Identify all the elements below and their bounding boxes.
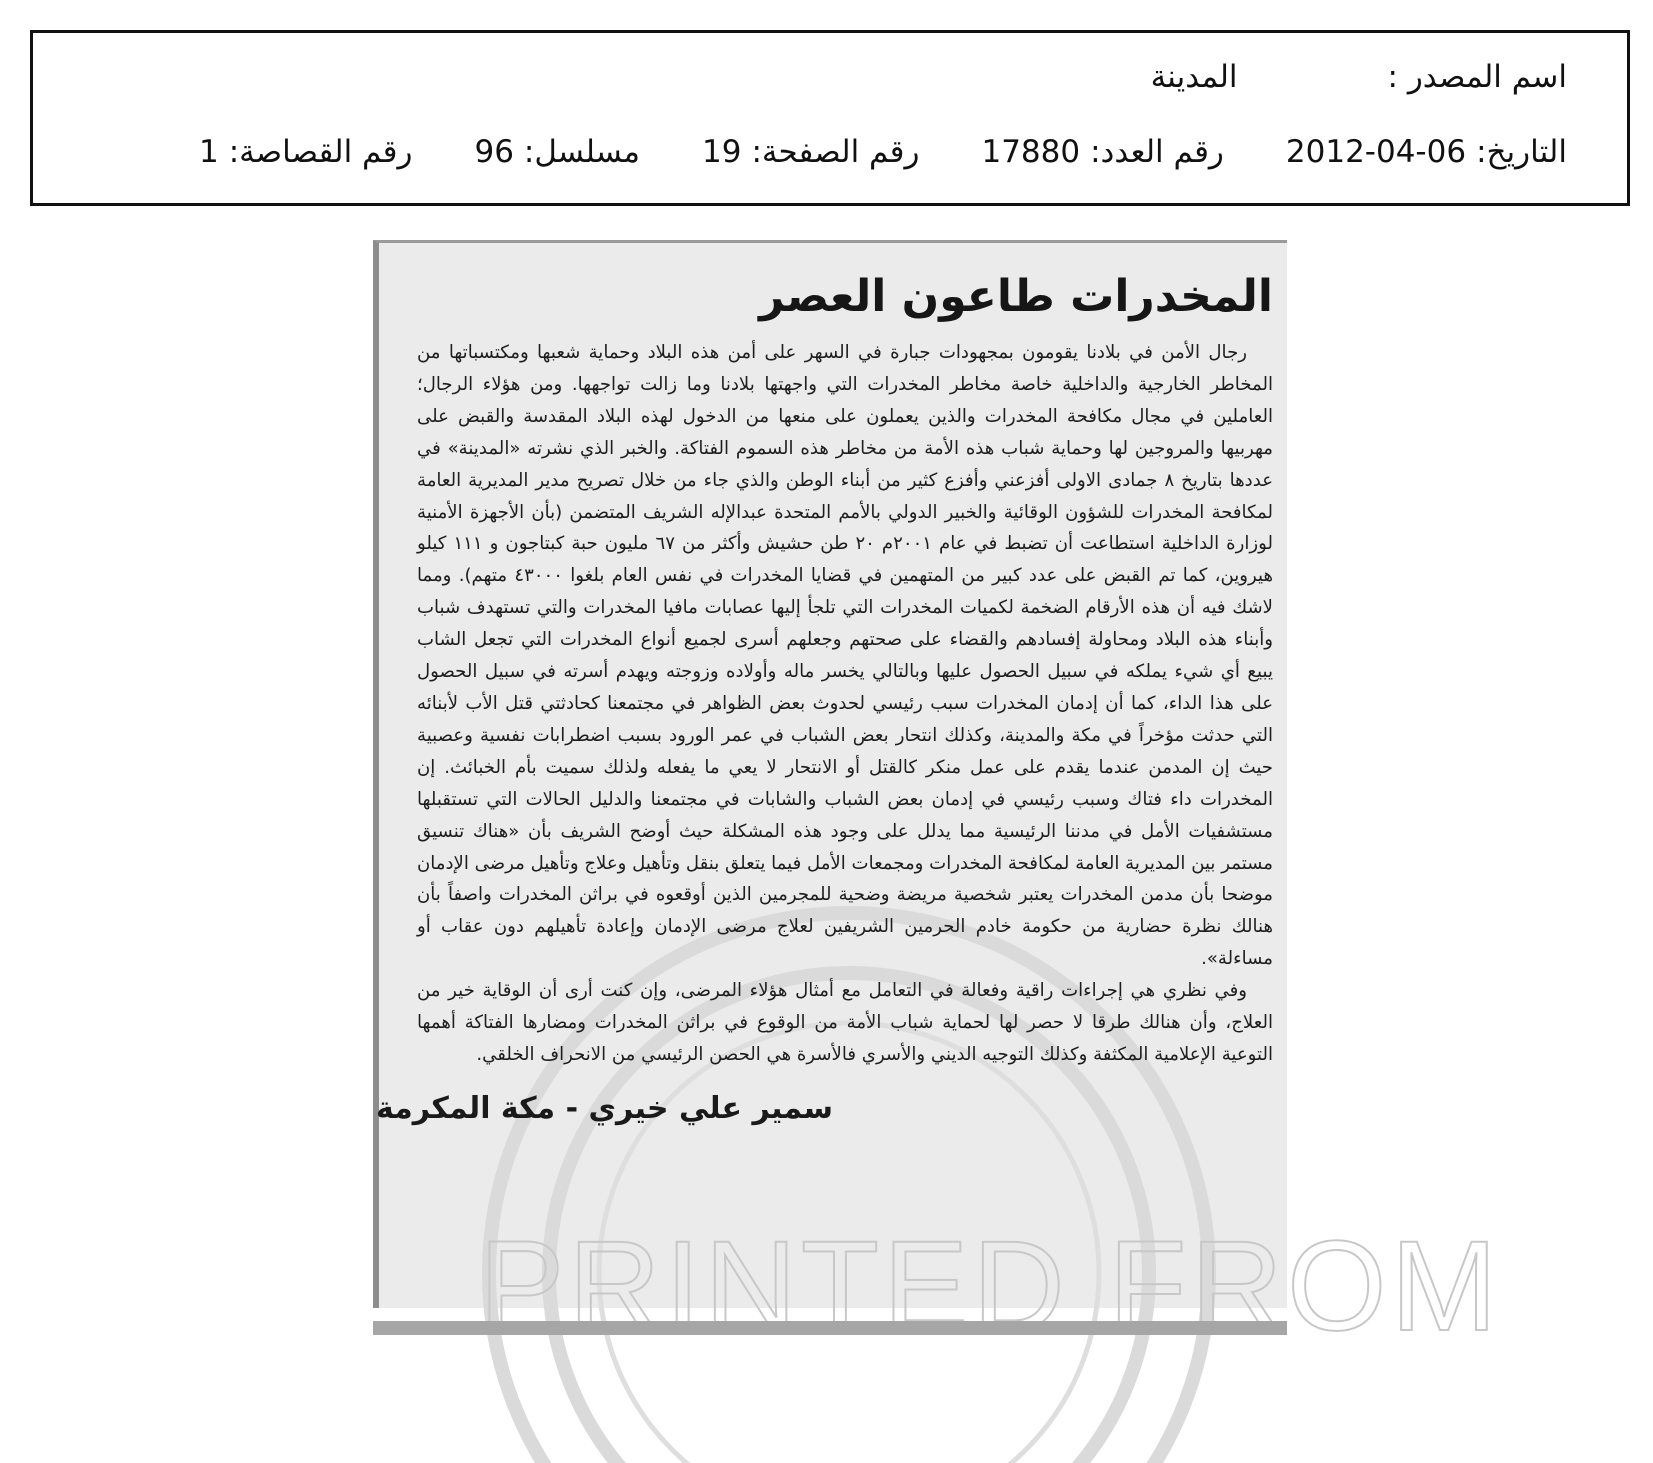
- issue-number-field: [981, 134, 1223, 170]
- source-row: [93, 55, 1567, 99]
- source-name-field: [1388, 59, 1567, 95]
- clipping-metadata-box: [30, 30, 1630, 206]
- source-value: المدينة: [1150, 59, 1238, 95]
- article: [375, 243, 1273, 1129]
- date-label: التاريخ:: [1476, 134, 1567, 170]
- page-number-value: 19: [702, 134, 742, 170]
- source-label: اسم المصدر :: [1387, 59, 1567, 95]
- newspaper-clipping: [373, 240, 1502, 1358]
- serial-label: مسلسل:: [523, 134, 641, 170]
- printed-from-watermark: PRINTED FROM: [479, 1215, 1502, 1358]
- issue-number-label: رقم العدد:: [1090, 134, 1224, 170]
- clip-number-field: [199, 134, 412, 170]
- details-row: [93, 130, 1567, 174]
- page-number-field: [702, 134, 919, 170]
- date-field: [1286, 134, 1567, 170]
- date-value: 2012-04-06: [1285, 134, 1467, 170]
- article-byline: سمير علي خيري - مكة المكرمة: [375, 1090, 833, 1126]
- article-body: [417, 337, 1273, 1071]
- article-paragraph-1: رجال الأمن في بلادنا يقومون بمجهودات جبارة في السهر على أمن هذه البلاد وحماية شعبها ومكتسباتها من المخاطر الخارجية والداخلية خاصة مخاطر المخدرات التي واجهتها بلادنا وما زالت تواجهها. ومن هؤلاء الرجال؛ العاملين في مجال مكافحة المخدرات والذين يعملون على منعها من الدخول لهذه البلاد المقدسة والقبض على مهربيها والمروجين لها وحماية شباب هذه الأمة من مخاطر هذه السموم الفتاكة. والخبر الذي نشرته «المدينة» في عددها بتاريخ ٨ جمادى الاولى أفزعني وأفزع كثير من أبناء الوطن والذي جاء من خلال تصريح مدير المديرية العامة لمكافحة المخدرات للشؤون الوقائية والخبير الدولي بالأمم المتحدة عبدالإله الشريف المتضمن (بأن الأجهزة الأمنية لوزارة الداخلية استطاعت أن تضبط في عام ٢٠٠١م ٢٠ طن حشيش وأكثر من ٦٧ مليون حبة كبتاجون و ١١١ كيلو هيروين، كما تم القبض على عدد كبير من المتهمين في قضايا المخدرات في نفس العام بلغوا ٤٣٠٠٠ متهم). ومما لاشك فيه أن هذه الأرقام الضخمة لكميات المخدرات التي تلجأ إليها عصابات مافيا المخدرات والتي تستهدف شباب وأبناء هذه البلاد ومحاولة إفسادهم والقضاء على صحتهم وجعلهم أسرى لجميع أنواع المخدرات التي تجعل الشاب يبيع أي شيء يملكه في سبيل الحصول عليها وبالتالي يخسر ماله وأولاده وزوجته ويهدم أسرته في سبيل الحصول على هذا الداء، كما أن إدمان المخدرات سبب رئيسي لحدوث بعض الظواهر في مجتمعنا كحادثتي قتل الأب لأبنائه التي حدثت مؤخراً في مكة والمدينة، وكذلك انتحار بعض الشباب في عمر الورود بسبب اضطرابات نفسية وعصبية حيث إن المدمن عندما يقدم على عمل منكر كالقتل أو الانتحار لا يعي ما يفعله ولذلك سميت بأم الخبائث. إن المخدرات داء فتاك وسبب رئيسي في إدمان بعض الشباب والشابات في مجتمعنا والدليل الحالات التي تستقبلها مستشفيات الأمل في مدننا الرئيسية مما يدلل على وجود هذه المشكلة حيث أوضح الشريف بأن «هناك تنسيق مستمر بين المديرية العامة لمكافحة المخدرات ومجمعات الأمل فيما يتعلق بنقل وتأهيل وعلاج وتأهيل مرضى الإدمان موضحا بأن مدمن المخدرات يعتبر شخصية مريضة وضحية للمجرمين الذين أوقعوه في براثن المخدرات واصفاً بأن هنالك نظرة حضارية من حكومة خادم الحرمين الشريفين لعلاج مرضى الإدمان وإعادة تأهيلهم دون عقاب أو مساءلة».: [417, 342, 1273, 970]
- article-headline: المخدرات طاعون العصر: [759, 271, 1273, 322]
- clip-number-value: 1: [199, 134, 219, 170]
- clip-number-label: رقم القصاصة:: [228, 134, 413, 170]
- serial-field: [474, 134, 640, 170]
- clipping-bottom-border: [373, 1321, 1287, 1335]
- serial-value: 96: [474, 134, 514, 170]
- article-paragraph-2: وفي نظري هي إجراءات راقية وفعالة في التعامل مع أمثال هؤلاء المرضى، وإن كنت أرى أن الوقاية خير من العلاج، وأن هنالك طرقا لا حصر لها لحماية شباب الأمة من الوقوع في براثن المخدرات ومضارها الفتاكة أهمها التوعية الإعلامية المكثفة وكذلك التوجيه الديني والأسري فالأسرة هي الحصن الرئيسي من الانحراف الخلقي.: [417, 980, 1273, 1065]
- page-number-label: رقم الصفحة:: [751, 134, 920, 170]
- issue-number-value: 17880: [981, 134, 1081, 170]
